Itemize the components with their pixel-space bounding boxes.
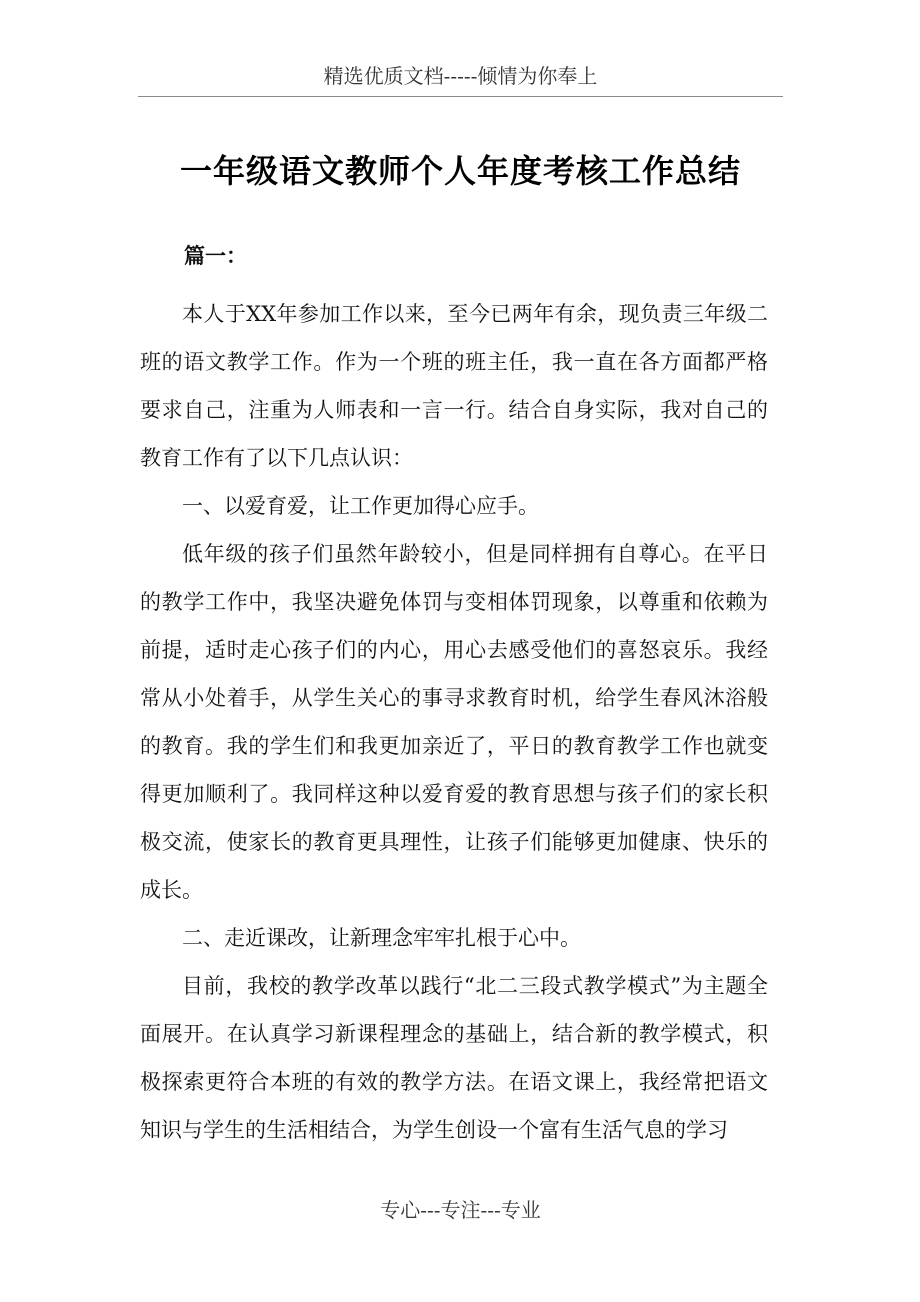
- paragraph-heading-1: 一、以爱育爱，让工作更加得心应手。: [182, 494, 539, 518]
- page-footer: 专心---专注---专业: [380, 1198, 541, 1222]
- paragraph-reform: 目前，我校的教学改革以践行“北二三段式教学模式”为主题全面展开。在认真学习新课程理念的基础上，结合新的教学模式，积极探索更符合本班的有效的教学方法。在语文课上，我经常把语文知识与学生的生活相结合，为学生创设一个富有生活气息的学习: [140, 974, 768, 1142]
- paragraph-heading-2: 二、走近课改，让新理念牢牢扎根于心中。: [182, 926, 581, 950]
- document-body: [140, 290, 768, 1154]
- paragraph-love: 低年级的孩子们虽然年龄较小，但是同样拥有自尊心。在平日的教学工作中，我坚决避免体罚与变相体罚现象，以尊重和依赖为前提，适时走心孩子们的内心，用心去感受他们的喜怒哀乐。我经常从小处着手，从学生关心的事寻求教育时机，给学生春风沐浴般的教育。我的学生们和我更加亲近了，平日的教育教学工作也就变得更加顺利了。我同样这种以爱育爱的教育思想与孩子们的家长积极交流，使家长的教育更具理性，让孩子们能够更加健康、快乐的成长。: [140, 542, 768, 902]
- paragraph-intro: 本人于XX年参加工作以来，至今已两年有余，现负责三年级二班的语文教学工作。作为一个班的班主任，我一直在各方面都严格要求自己，注重为人师表和一言一行。结合自身实际，我对自己的教育工作有了以下几点认识：: [140, 302, 768, 470]
- document-title: 一年级语文教师个人年度考核工作总结: [179, 152, 741, 190]
- section-label: 篇一：: [184, 243, 247, 268]
- page-header: 精选优质文档-----倾情为你奉上: [138, 58, 783, 97]
